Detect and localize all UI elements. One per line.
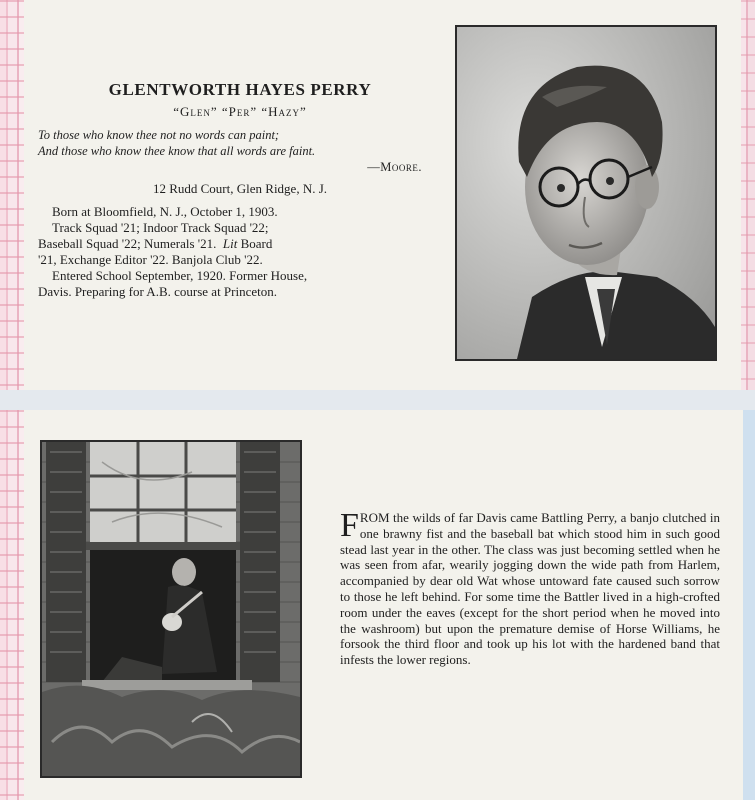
decorative-border-right: [741, 410, 755, 800]
lit-italic: Lit: [222, 236, 238, 251]
story-text: ROM the wilds of far Davis came Battling Perry, a banjo clutched in one brawny fist and the baseball bat which stood him in such good stead last year in the other. The class was just becoming settled when he was seen from afar, wearily jogging down the wide path from Harlem, accompanied by dear old Wat whose untoward fate caused such sorrow to those he left behind. For some time the Battler lived in a high-crofted room under the eaves (except for the short period when he moved into the washroom) but upon the premature demise of Horse Williams, he forsook the third floor and took up his lot with the hardened band that infests the lower regions.: [340, 510, 720, 668]
address: 12 Rudd Court, Glen Ridge, N. J.: [152, 181, 328, 196]
bio-line: Entered School September, 1920. Former House,: [52, 268, 308, 283]
biography-story: [340, 507, 720, 668]
snapshot-image: [42, 442, 300, 776]
biography: [38, 204, 418, 300]
student-name: GLENTWORTH HAYES PERRY: [108, 80, 372, 99]
quote-attribution: —Moore.: [367, 160, 422, 174]
bio-line: '21, Exchange Editor '22. Banjola Club '22.: [38, 252, 263, 267]
bio-line: Track Squad '21; Indoor Track Squad '22;: [52, 220, 269, 235]
portrait-photo: [455, 25, 717, 361]
page-gap: [0, 390, 755, 410]
bio-line: Davis. Preparing for A.B. course at Princeton.: [38, 284, 278, 299]
bio-line-text: Baseball Squad '22; Numerals '21.: [38, 236, 217, 251]
bio-line-text: Board: [240, 236, 273, 251]
quote-line: And those who know thee know that all words are faint.: [38, 144, 316, 158]
yearbook-page-top: [0, 0, 755, 390]
nicknames: “Glen” “Per” “Hazy”: [173, 104, 307, 119]
yearbook-page-bottom: [0, 410, 755, 800]
decorative-border-right: [741, 0, 755, 390]
quote-line: To those who know thee not no words can paint;: [38, 128, 280, 142]
snapshot-photo: [40, 440, 302, 778]
decorative-border-left: [0, 410, 24, 800]
bio-line: [38, 236, 418, 252]
drop-cap: F: [340, 507, 359, 544]
decorative-border-left: [0, 0, 24, 390]
quote: [38, 127, 422, 159]
portrait-image: [457, 27, 715, 359]
bio-line: Born at Bloomfield, N. J., October 1, 1903.: [52, 204, 278, 219]
